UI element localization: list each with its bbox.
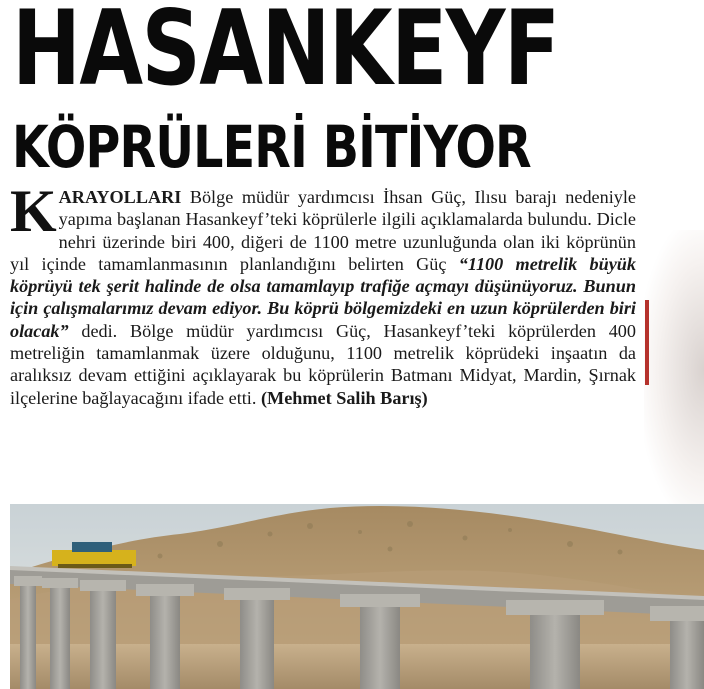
article-lead: ARAYOLLARI — [58, 187, 182, 207]
adjacent-article-red-mark — [645, 300, 649, 385]
article-byline: (Mehmet Salih Barış) — [260, 387, 428, 408]
article-text-2: dedi. Bölge müdür yardımcısı Güç, Hasankeyf’teki köprülerden 400 metreliğin tamamlanmak üzere olduğunu, 1100 metrelik köprüdeki inşaatın da aralıksız devam ettiğini açıklayarak bu köprülerin Batmanı Midyat, Mardin, Şırnak ilçelerine bağlayacağını ifade etti. — [10, 320, 636, 408]
bridge-photo — [10, 504, 704, 689]
article-body — [10, 178, 637, 409]
drop-cap: K — [10, 178, 57, 244]
headline-line-1: HASANKEYF — [12, 0, 559, 109]
adjacent-article-edge — [644, 230, 704, 510]
headline-line-2: KÖPRÜLERİ BİTİYOR — [12, 113, 531, 181]
article-text-1: Bölge müdür yardımcısı İhsan Güç, Ilısu barajı nedeniyle yapıma başlanan Hasankeyf’teki köprülerle ilgili açıklamalarda bulundu. Dicle nehri üzerinde biri 400, diğeri de 1100 metre uzunluğunda olan iki köprünün yıl içinde tamamlanmasının planlandığını belirten Güç — [10, 187, 636, 274]
article-quote: “1100 metrelik büyük köprüyü tek şerit halinde de olsa tamamlayıp trafiğe açmayı düşünüyoruz. Bunun için çalışmalarımız devam ediyor. Bu köprü bölgemizdeki en uzun köprülerden biri olacak” — [10, 253, 637, 341]
bridge-photo-illustration — [10, 504, 704, 689]
